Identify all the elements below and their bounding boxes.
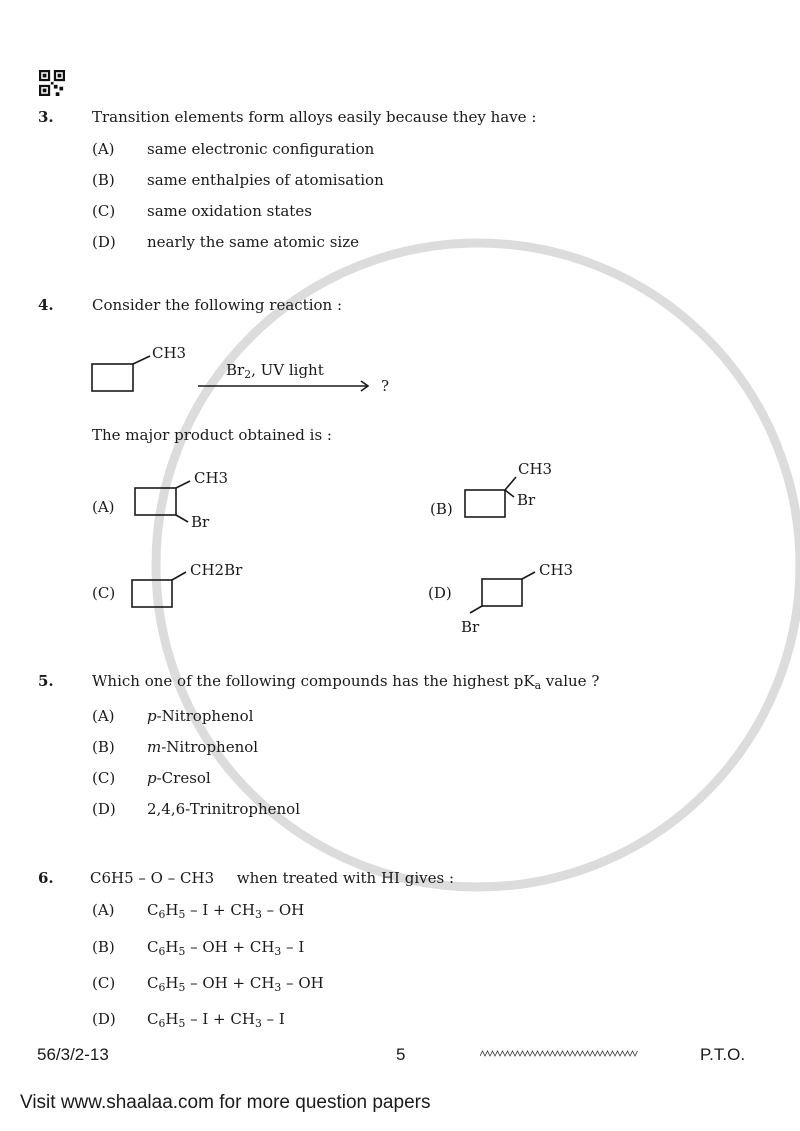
prefix: p	[147, 707, 157, 725]
option-text: 2,4,6-Trinitrophenol	[147, 800, 300, 818]
group-label: CH3	[194, 469, 229, 487]
page-number: 5	[396, 1045, 406, 1064]
option-label: (A)	[92, 498, 115, 516]
option-text: $C_6H_5 - I + CH_3 - I$	[147, 1010, 285, 1031]
text: -Nitrophenol	[156, 707, 254, 725]
question-4-number: 4.	[38, 296, 54, 314]
option-text	[147, 738, 258, 756]
option-label: (B)	[430, 500, 453, 518]
subscript: a	[534, 679, 542, 693]
paper-code: 56/3/2-13	[37, 1045, 109, 1064]
option-text: nearly the same atomic size	[147, 233, 359, 251]
text: value ?	[541, 672, 600, 690]
option-label: (B)	[92, 171, 115, 189]
question-5-number: 5.	[38, 672, 54, 690]
qr-code-icon	[38, 70, 66, 96]
group-label: Br	[191, 513, 210, 531]
option-text	[147, 769, 211, 787]
option-label: (D)	[92, 800, 116, 818]
question-6-number: 6.	[38, 869, 54, 887]
question-3-text: Transition elements form alloys easily because they have :	[92, 108, 537, 126]
option-label: (C)	[92, 584, 116, 602]
option-text: same electronic configuration	[147, 140, 375, 158]
option-label: (A)	[92, 140, 115, 158]
option-label: (B)	[92, 738, 115, 756]
reactant-group: CH3	[152, 344, 187, 362]
question-3-number: 3.	[38, 108, 54, 126]
option-label: (D)	[92, 233, 116, 251]
option-label: (A)	[92, 707, 115, 725]
option-label: (C)	[92, 202, 116, 220]
question-6-text: when treated with HI gives :	[232, 869, 455, 887]
text: -Cresol	[156, 769, 211, 787]
question-4-text: Consider the following reaction :	[92, 296, 343, 314]
group-label: CH2Br	[190, 561, 243, 579]
wavy-line-decoration	[480, 1050, 640, 1058]
visit-link[interactable]: Visit www.shaalaa.com for more question papers	[20, 1092, 431, 1113]
group-label: CH3	[539, 561, 574, 579]
reagent-label: $Br_2$, UV light	[226, 361, 324, 382]
question-5-text	[92, 672, 600, 693]
product-unknown: ?	[381, 377, 390, 395]
option-label: (D)	[428, 584, 452, 602]
option-text: $C_6H_5$ – OH + $CH_3$ – OH	[147, 974, 324, 995]
option-text: $C_6H_5$ – OH + $CH_3$ – I	[147, 938, 305, 959]
option-label: (B)	[92, 938, 115, 956]
pto-label: P.T.O.	[700, 1045, 746, 1064]
option-label: (C)	[92, 769, 116, 787]
text: -Nitrophenol	[161, 738, 259, 756]
prefix: m	[147, 738, 162, 756]
question-4-prompt: The major product obtained is :	[92, 426, 332, 444]
group-label: Br	[461, 618, 480, 636]
option-label: (C)	[92, 974, 116, 992]
option-text: same oxidation states	[147, 202, 312, 220]
option-text	[147, 707, 253, 725]
option-label: (D)	[92, 1010, 116, 1028]
option-label: (A)	[92, 901, 115, 919]
text: Which one of the following compounds has the highest pK	[92, 672, 535, 690]
option-text: $C_6H_5 - I + CH_3$ – OH	[147, 901, 305, 922]
prefix: p	[147, 769, 157, 787]
option-text: same enthalpies of atomisation	[147, 171, 384, 189]
group-label: CH3	[518, 460, 553, 478]
question-6-formula: C6H5 – O – CH3	[90, 869, 215, 887]
group-label: Br	[517, 491, 536, 509]
